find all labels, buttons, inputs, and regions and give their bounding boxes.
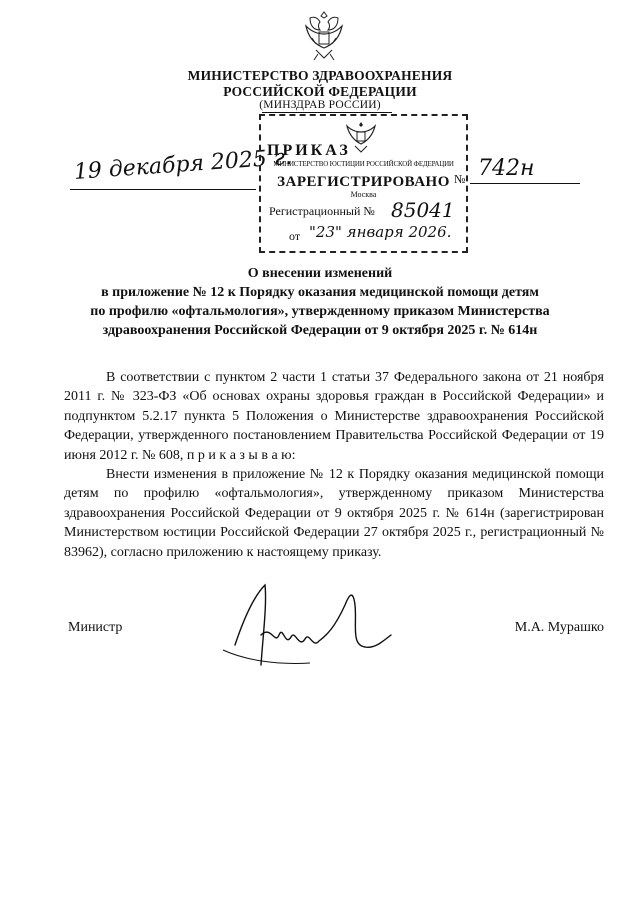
- order-date-handwritten: 19 декабря 2025 г.: [73, 144, 293, 185]
- order-title-line2: в приложение № 12 к Порядку оказания медицинской помощи детям: [101, 285, 539, 300]
- body-paragraph-1: [64, 368, 604, 465]
- stamp-prikaz-label: ПРИКАЗ: [267, 142, 351, 159]
- order-title-line3: по профилю «офтальмология», утвержденному приказом Министерства: [90, 304, 550, 319]
- stamp-reg-date: "23" января 2026.: [309, 223, 452, 241]
- number-underline: [470, 183, 580, 184]
- stamp-date-prefix: от: [289, 229, 301, 243]
- coat-of-arms-icon: [300, 8, 348, 64]
- stamp-city: Москва: [350, 190, 377, 199]
- ministry-name-line2: РОССИЙСКОЙ ФЕДЕРАЦИИ: [223, 84, 417, 99]
- ministry-name-line1: МИНИСТЕРСТВО ЗДРАВООХРАНЕНИЯ: [187, 68, 453, 83]
- stamp-reg-number: 85041: [391, 198, 455, 222]
- date-underline: [70, 189, 256, 190]
- number-sign: №: [454, 172, 466, 186]
- handwritten-signature: [215, 575, 395, 675]
- order-title-line1: О внесении изменений: [247, 266, 393, 281]
- stamp-reg-number-label: Регистрационный №: [269, 204, 375, 218]
- ministry-underline: [262, 112, 392, 113]
- stamp-ministry-of-justice: МИНИСТЕРСТВО ЮСТИЦИИ РОССИЙСКОЙ ФЕДЕРАЦИИ: [273, 160, 454, 168]
- order-title-line4: здравоохранения Российской Федерации от 9 октября 2025 г. № 614н: [102, 323, 538, 338]
- paragraph-text: Внести изменения в приложение № 12 к Порядку оказания медицинской помощи детям по профилю «офтальмология», утвержденному приказом Министерства здравоохранения Российской Федерации от 9 октября 2025 г. № 614н (зарегистрирован Министерством юстиции Российской Федерации 27 октября 2025 г., регистрационный № 83962), согласно приложению к настоящему приказу.: [64, 467, 604, 560]
- signer-name: М.А. Мурашко: [514, 620, 604, 635]
- paragraph-text: В соответствии с пунктом 2 части 1 статьи 37 Федерального закона от 21 ноября 2011 г. № 323-ФЗ «Об основах охраны здоровья граждан в Российской Федерации» и подпунктом 5.2.17 пункта 5 Положения о Министерстве здравоохранения Российской Федерации, утвержденного постановлением Правительства Российской Федерации от 19 июня 2012 г. № 608, п р и к а з ы в а ю:: [64, 370, 604, 463]
- stamp-registered: ЗАРЕГИСТРИРОВАНО: [277, 174, 450, 190]
- registration-stamp: [259, 114, 468, 253]
- ministry-short-name: (МИНЗДРАВ РОССИИ): [259, 99, 381, 111]
- signer-position: Министр: [68, 620, 123, 635]
- body-paragraph-2: [64, 465, 604, 562]
- order-number-handwritten: 742н: [478, 156, 535, 181]
